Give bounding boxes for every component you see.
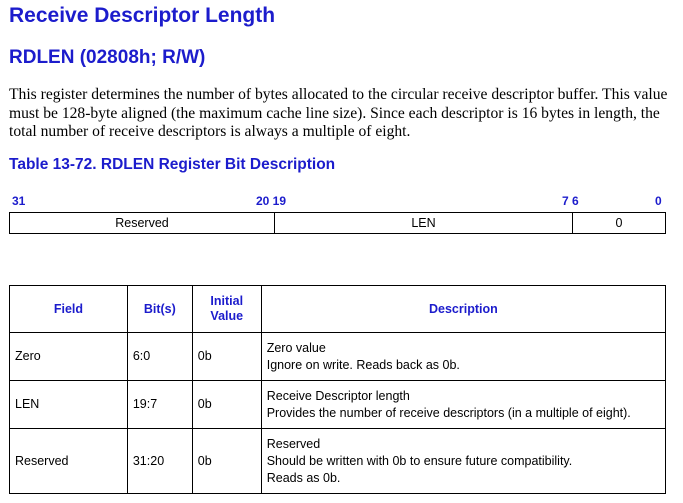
page-title: Receive Descriptor Length: [9, 4, 276, 27]
bitfield-zero: 0: [615, 216, 623, 230]
bit-number-0: 0: [655, 194, 662, 208]
header-initial-line1: Initial: [210, 294, 244, 308]
cell-initial: 0b: [192, 333, 261, 381]
table-row: [10, 333, 666, 381]
description-line: Receive Descriptor length: [266, 388, 410, 403]
header-bits: Bit(s): [127, 286, 192, 333]
cell-description: [261, 429, 665, 494]
header-description: Description: [261, 286, 665, 333]
bitfield-len: LEN: [411, 216, 436, 230]
cell-bits: 31:20: [127, 429, 192, 494]
description-line: Provides the number of receive descriptors (in a multiple of eight).: [266, 405, 631, 420]
table-caption: Table 13-72. RDLEN Register Bit Description: [9, 156, 336, 173]
cell-description: [261, 333, 665, 381]
cell-field: Zero: [10, 333, 128, 381]
intro-paragraph: This register determines the number of bytes allocated to the circular receive descriptor buffer. This value must be 128-byte aligned (the maximum cache line size). Since each descriptor is 16 bytes in length, the total number of receive descriptors is always a multiple of eight.: [9, 86, 668, 140]
cell-field: Reserved: [10, 429, 128, 494]
cell-description: [261, 381, 665, 429]
bit-description-table: [9, 285, 666, 494]
bitfield-reserved: Reserved: [115, 216, 169, 230]
cell-bits: 19:7: [127, 381, 192, 429]
table-header-row: [10, 286, 666, 333]
register-heading: RDLEN (02808h; R/W): [9, 47, 206, 68]
bit-number-20-19: 20 19: [256, 194, 287, 208]
table-row: [10, 381, 666, 429]
table-row: [10, 429, 666, 494]
description-line: Reserved: [266, 436, 321, 451]
header-initial-line2: Value: [210, 309, 244, 323]
cell-field: LEN: [10, 381, 128, 429]
description-line: Should be written with 0b to ensure future compatibility.: [266, 453, 573, 468]
cell-bits: 6:0: [127, 333, 192, 381]
cell-initial: 0b: [192, 381, 261, 429]
bit-number-7-6: 7 6: [562, 194, 579, 208]
register-bitfield-diagram: [9, 212, 666, 234]
bit-number-31: 31: [12, 194, 26, 208]
header-field: Field: [10, 286, 128, 333]
description-line: Reads as 0b.: [266, 470, 341, 485]
cell-initial: 0b: [192, 429, 261, 494]
header-initial-value: [192, 286, 261, 333]
description-line: Zero value: [266, 340, 326, 355]
description-line: Ignore on write. Reads back as 0b.: [266, 357, 460, 372]
